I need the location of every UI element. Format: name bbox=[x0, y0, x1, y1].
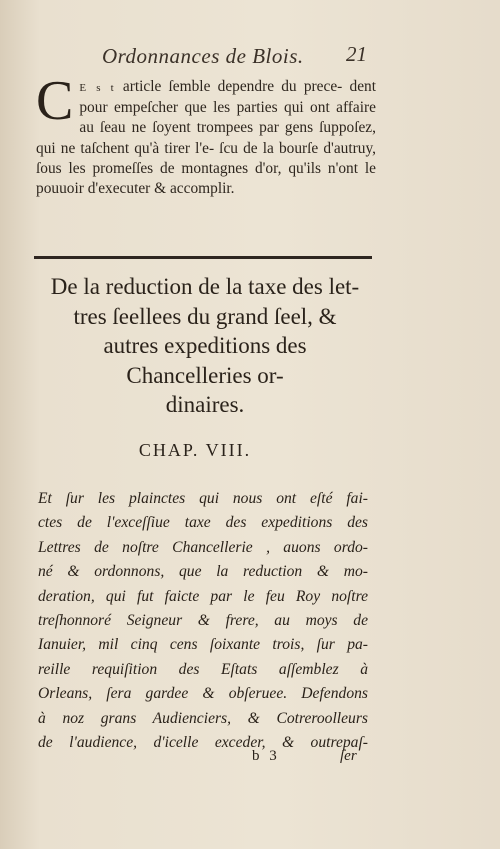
body-line: deration, qui fut faicte par le feu Roy noſtre bbox=[38, 587, 368, 605]
body-line: treſhonnoré Seigneur & frere, au moys de bbox=[38, 612, 368, 630]
body-line: Ianuier, mil cinq cens ſoixante trois, ſur pa- bbox=[38, 636, 368, 654]
body-line: reille requiſition des Eſtats aſſemblez à bbox=[38, 660, 368, 678]
first-paragraph-text: article ſemble dependre du prece- dent pour empeſcher que les parties qui ont affaire au ſeau ne ſoyent trompees par gens ſuppoſez, qui ne taſchent qu'à tirer l'e- ſcu de la bourſe d'autruy, ſous les promeſſes de montagnes d'or, qu'ils n'ont le pouuoir d'executer & accomplir. bbox=[36, 78, 376, 198]
drop-cap: C bbox=[36, 70, 74, 132]
body-line: de l'audience, d'icelle exceder, & outrepaſ- bbox=[38, 734, 368, 752]
body-line: Orleans, ſera gardee & obſeruee. Defendons bbox=[38, 685, 368, 703]
section-title-line: dinaires. bbox=[165, 392, 245, 417]
first-paragraph bbox=[36, 70, 376, 199]
chapter-body bbox=[38, 487, 368, 755]
signature-mark: b 3 bbox=[252, 748, 280, 764]
section-title-line: Chancelleries or- bbox=[126, 362, 284, 388]
page-number: 21 bbox=[346, 42, 367, 66]
body-line: ctes de l'exceſſiue taxe des expeditions des bbox=[38, 514, 368, 532]
section-divider-rule bbox=[34, 256, 372, 259]
body-line: Lettres de noſtre Chancellerie , auons ordo- bbox=[38, 538, 368, 556]
running-title: Ordonnances de Blois. bbox=[102, 44, 304, 68]
section-title-line: De la reduction de la taxe des let- bbox=[50, 274, 360, 299]
body-line: à noz grans Audienciers, & Cotreroolleurs bbox=[38, 709, 368, 727]
section-title bbox=[30, 272, 380, 420]
body-line: Et ſur les plainctes qui nous ont eſté fai- bbox=[38, 490, 368, 507]
chapter-heading: CHAP. VIII. bbox=[138, 440, 252, 460]
opening-smallcaps: E s t bbox=[79, 82, 116, 94]
section-title-line: autres expeditions des bbox=[103, 333, 307, 358]
catchword: ſer bbox=[340, 748, 357, 764]
body-line: né & ordonnons, que la reduction & mo- bbox=[38, 563, 368, 581]
section-title-line: tres ſeellees du grand ſeel, & bbox=[73, 303, 337, 329]
